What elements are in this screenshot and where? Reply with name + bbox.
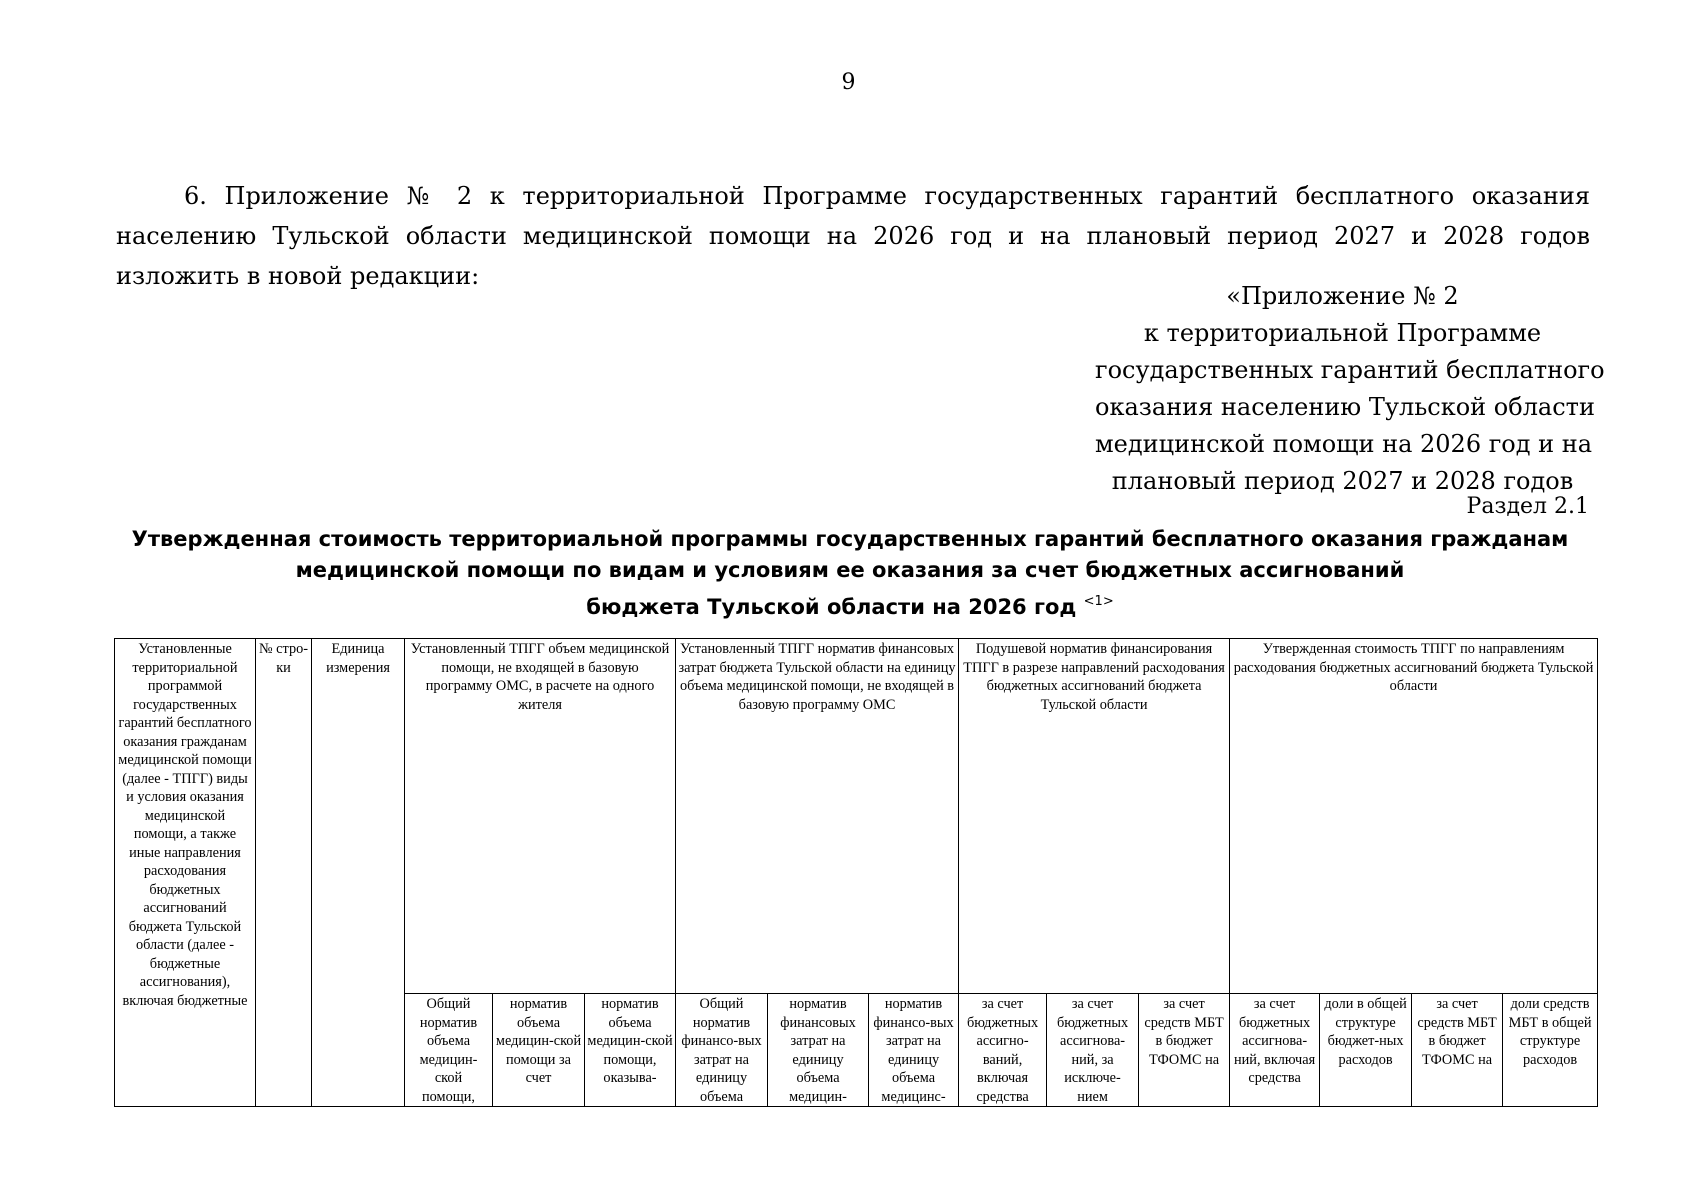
subheader-cell: доли в общей структуре бюджет-ных расходов — [1320, 994, 1412, 1107]
appendix-line: плановый период 2027 и 2028 годов — [1111, 467, 1574, 495]
subheader-cell: за счет бюджетных ассигнова-ний, за исключе-нием — [1047, 994, 1139, 1107]
appendix-line: государственных гарантий бесплатного — [1095, 356, 1605, 384]
title-footnote: <1> — [1083, 594, 1114, 609]
title-line: медицинской помощи по видам и условиям ее оказания за счет бюджетных ассигнований — [295, 558, 1405, 582]
subheader-cell: за счет бюджетных ассигно-ваний, включая средства — [959, 994, 1047, 1107]
appendix-line: медицинской помощи на 2026 год и на — [1095, 430, 1593, 458]
subheader-cell: норматив объема медицин-ской помощи за счет — [493, 994, 585, 1107]
subheader-cell: Общий норматив объема медицин-ской помощи, — [405, 994, 493, 1107]
subheader-cell: доли средств МБТ в общей структуре расходов — [1503, 994, 1598, 1107]
page-number: 9 — [841, 70, 856, 95]
title-line-last — [120, 586, 1580, 623]
subheader-cell: норматив финансо-вых затрат на единицу объема медицинс- — [869, 994, 959, 1107]
header-group-approved-cost: Утвержденная стоимость ТПГГ по направлениям расходования бюджетных ассигнований бюджета Тульской области — [1230, 639, 1598, 994]
subheader-cell: норматив финансовых затрат на единицу объема медицин- — [768, 994, 869, 1107]
header-group-volume: Установленный ТПГГ объем медицинской помощи, не входящей в базовую программу ОМС, в расчете на одного жителя — [405, 639, 676, 994]
title-line: Утвержденная стоимость территориальной программы государственных гарантий бесплатного оказания гражданам — [131, 527, 1569, 551]
document-title — [120, 524, 1580, 623]
appendix-line: «Приложение № 2 — [1226, 282, 1459, 310]
intro-paragraph: 6. Приложение № 2 к территориальной Программе государственных гарантий бесплатного оказания населению Тульской области медицинской помощи на 2026 год и на плановый период 2027 и 2028 годов изложить в новой редакции: — [116, 182, 1590, 290]
cost-table — [114, 638, 1598, 1107]
header-group-cost-norm: Установленный ТПГГ норматив финансовых затрат бюджета Тульской области на единицу объема медицинской помощи, не входящей в базовую программу ОМС — [676, 639, 959, 994]
subheader-cell: за счет средств МБТ в бюджет ТФОМС на — [1139, 994, 1230, 1107]
header-unit: Единица измерения — [312, 639, 405, 1107]
header-group-per-capita: Подушевой норматив финансирования ТПГГ в разрезе направлений расходования бюджетных ассигнований бюджета Тульской области — [959, 639, 1230, 994]
appendix-line: к территориальной Программе — [1143, 319, 1542, 347]
subheader-cell: Общий норматив финансо-вых затрат на единицу объема — [676, 994, 768, 1107]
section-label: Раздел 2.1 — [1466, 494, 1589, 519]
subheader-cell: норматив объема медицин-ской помощи, оказыва- — [585, 994, 676, 1107]
header-description: Установленные территориальной программой государственных гарантий бесплатного оказания гражданам медицинской помощи (далее - ТПГГ) виды и условия оказания медицинской помощи, а также иные направления расходования бюджетных ассигнований бюджета Тульской области (далее - бюджетные ассигнования), включая бюджетные — [115, 639, 256, 1107]
subheader-cell: за счет бюджетных ассигнова-ний, включая средства — [1230, 994, 1320, 1107]
appendix-header — [1095, 278, 1605, 500]
header-row-number: № стро-ки — [256, 639, 312, 1107]
subheader-cell: за счет средств МБТ в бюджет ТФОМС на — [1412, 994, 1503, 1107]
title-line-text: бюджета Тульской области на 2026 год — [586, 595, 1077, 619]
appendix-line: оказания населению Тульской области — [1095, 393, 1595, 421]
